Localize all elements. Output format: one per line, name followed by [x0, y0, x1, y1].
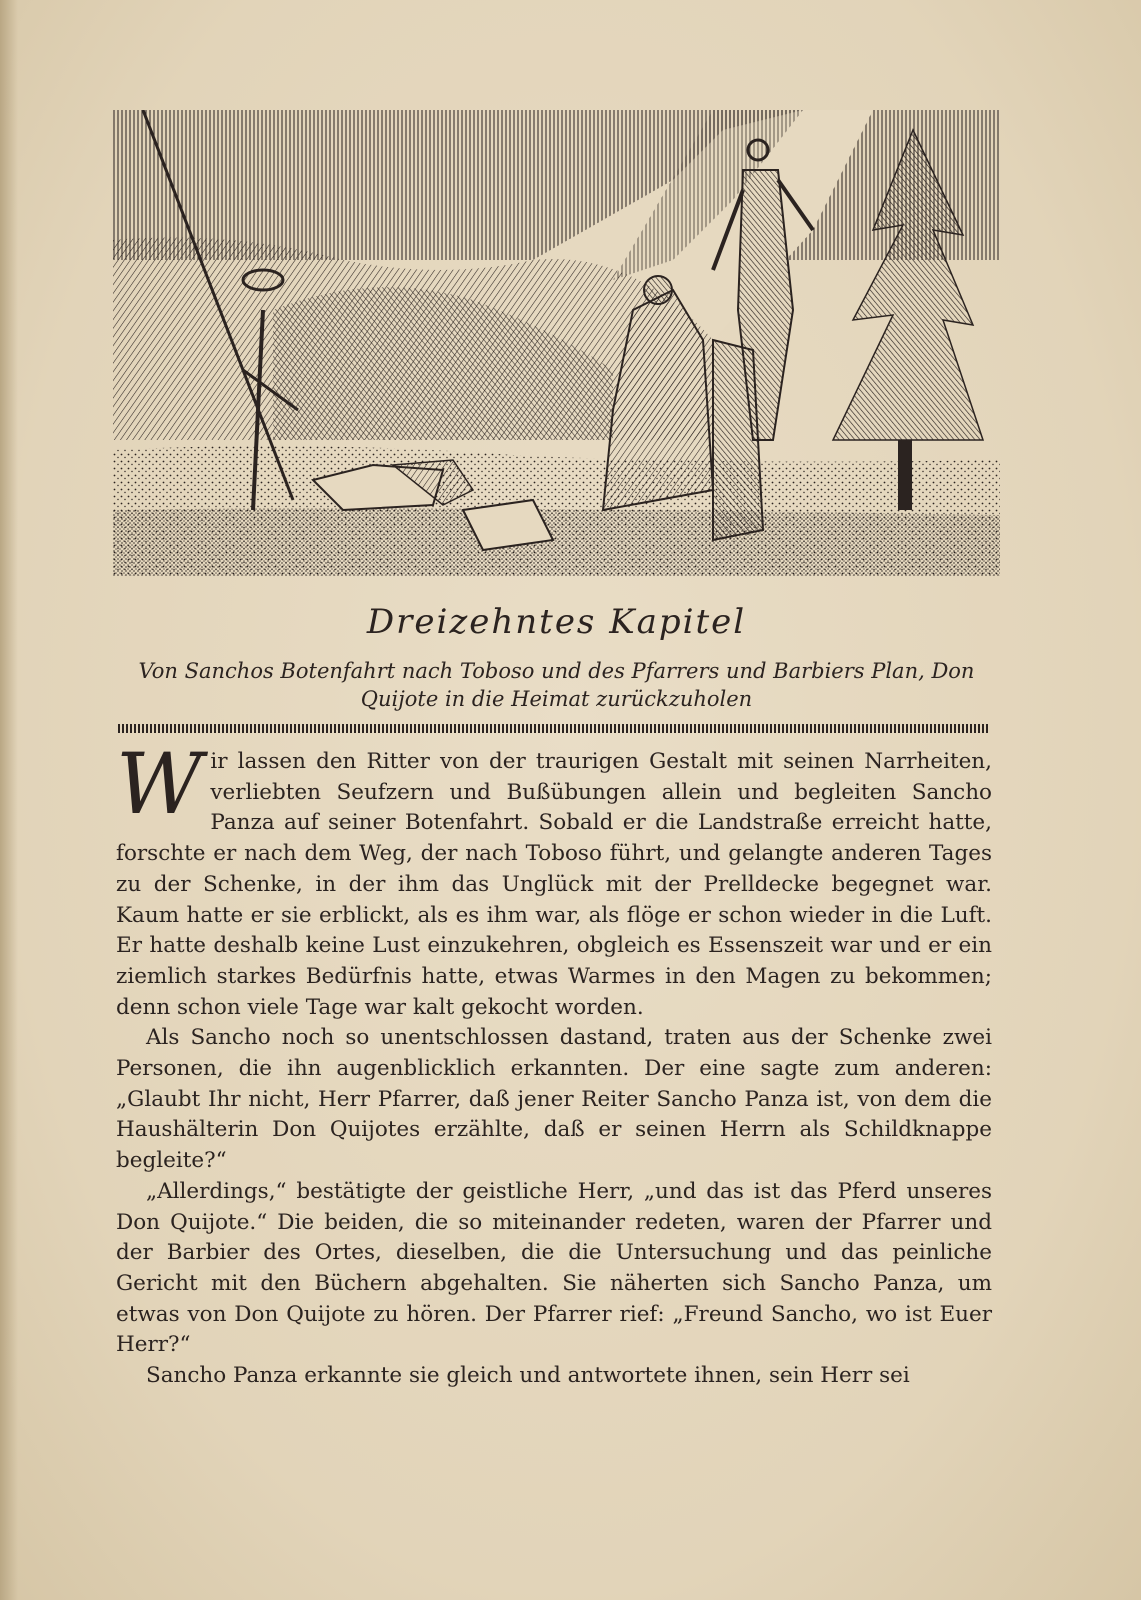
paragraph: „Allerdings,“ bestätigte der geistliche Herr, „und das ist das Pferd unseres Don Quijote.“ Die beiden, die so miteinander redeten, waren der Pfarrer und der Barbier des Ortes, dieselben, die die Untersuchung und das peinliche Gericht mit den Büchern abgehalten. Sie näherten sich Sancho Panza, um etwas von Don Quijote zu hören. Der Pfarrer rief: „Freund Sancho, wo ist Euer Herr?“	[116, 1178, 992, 1358]
chapter-title: Dreizehntes Kapitel	[366, 602, 747, 642]
drop-cap: W	[116, 735, 203, 833]
paragraph: Als Sancho noch so unentschlossen dastand, traten aus der Schenke zwei Personen, die ihn augenblicklich erkannten. Der eine sagte zum anderen: „Glaubt Ihr nicht, Herr Pfarrer, daß jener Reiter Sancho Panza ist, von dem die Haushälterin Don Quijotes erzählte, daß er seinen Herrn als Schildknappe begleite?“	[116, 1025, 992, 1174]
chapter-illustration	[113, 110, 1000, 576]
ornamental-rule	[118, 724, 990, 733]
chapter-subtitle: Von Sanchos Botenfahrt nach Toboso und des Pfarrers und Barbiers Plan, Don Quijote in die Heimat zurückzuholen	[138, 659, 975, 711]
engraving-icon	[113, 110, 1000, 576]
paragraph	[116, 735, 992, 1023]
paragraph-text: ir lassen den Ritter von der traurigen Gestalt mit seinen Narrheiten, verliebten Seufzern und Bußübungen allein und begleiten Sancho Panza auf seiner Botenfahrt. Sobald er die Landstraße erreicht hatte, forschte er nach dem Weg, der nach Toboso führt, und gelangte anderen Tages zu der Schenke, in der ihm das Unglück mit der Prelldecke begegnet war. Kaum hatte er sie erblickt, als es ihm war, als flöge er schon wieder in die Luft. Er hatte deshalb keine Lust einzukehren, obgleich es Essenszeit war und er ein ziemlich starkes Bedürfnis hatte, etwas Warmes in den Magen zu bekommen; denn schon viele Tage war kalt gekocht worden.	[116, 749, 992, 1020]
chapter-body	[116, 735, 992, 1392]
paragraph: Sancho Panza erkannte sie gleich und antwortete ihnen, sein Herr sei	[146, 1363, 910, 1389]
